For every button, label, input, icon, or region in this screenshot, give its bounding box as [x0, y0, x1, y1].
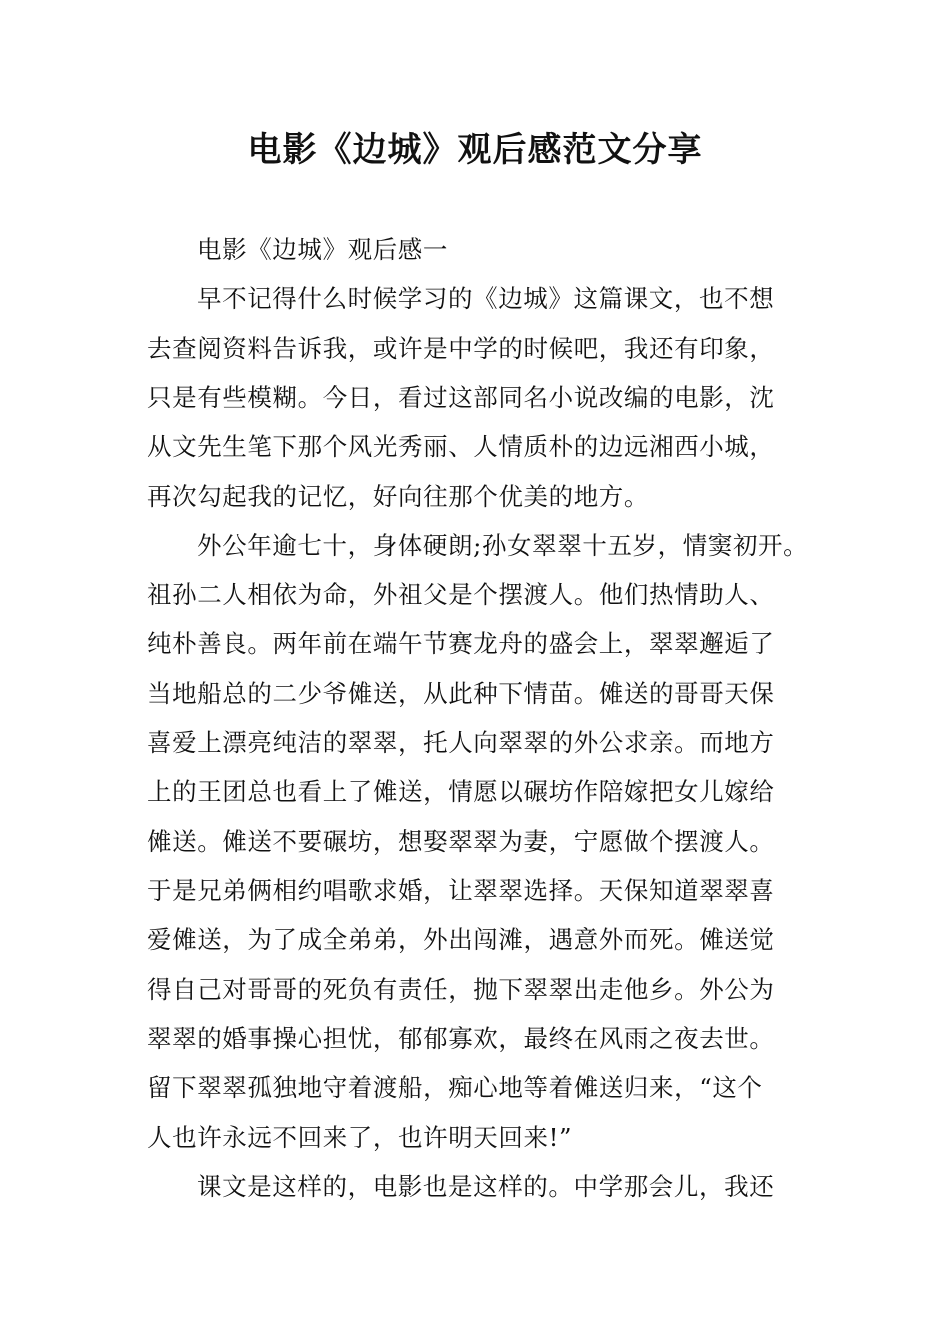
page-title: 电影《边城》观后感范文分享 [247, 130, 703, 170]
paragraph-line: 傩送。傩送不要碾坊，想娶翠翠为妻，宁愿做个摆渡人。 [147, 827, 775, 856]
paragraph-line: 早不记得什么时候学习的《边城》这篇课文，也不想 [197, 284, 775, 313]
paragraph-line: 于是兄弟俩相约唱歌求婚，让翠翠选择。天保知道翠翠喜 [147, 876, 775, 905]
section-heading: 电影《边城》观后感一 [197, 235, 448, 264]
paragraph-line: 上的王团总也看上了傩送，情愿以碾坊作陪嫁把女儿嫁给 [147, 777, 775, 806]
paragraph-line: 去查阅资料告诉我，或许是中学的时候吧，我还有印象， [147, 334, 775, 363]
paragraph-line: 从文先生笔下那个风光秀丽、人情质朴的边远湘西小城， [147, 432, 775, 461]
paragraph-line: 再次勾起我的记忆，好向往那个优美的地方。 [147, 482, 649, 511]
paragraph-line: 翠翠的婚事操心担忧，郁郁寡欢，最终在风雨之夜去世。 [147, 1024, 775, 1053]
paragraph-line: 喜爱上漂亮纯洁的翠翠，托人向翠翠的外公求亲。而地方 [147, 728, 775, 757]
paragraph-line: 当地船总的二少爷傩送，从此种下情苗。傩送的哥哥天保 [147, 679, 775, 708]
paragraph-line: 人也许永远不回来了，也许明天回来!” [147, 1123, 573, 1152]
paragraph-line: 爱傩送，为了成全弟弟，外出闯滩，遇意外而死。傩送觉 [147, 925, 775, 954]
paragraph-line: 得自己对哥哥的死负有责任，抛下翠翠出走他乡。外公为 [147, 975, 775, 1004]
paragraph-line: 纯朴善良。两年前在端午节赛龙舟的盛会上，翠翠邂逅了 [147, 629, 775, 658]
paragraph-line: 祖孙二人相依为命，外祖父是个摆渡人。他们热情助人、 [147, 580, 775, 609]
paragraph-line: 外公年逾七十，身体硬朗;孙女翠翠十五岁，情窦初开。 [197, 531, 809, 560]
paragraph-line: 只是有些模糊。今日，看过这部同名小说改编的电影，沈 [147, 383, 775, 412]
paragraph-line: 留下翠翠孤独地守着渡船，痴心地等着傩送归来，“这个 [147, 1073, 763, 1102]
paragraph-line: 课文是这样的，电影也是这样的。中学那会儿，我还 [197, 1172, 775, 1201]
